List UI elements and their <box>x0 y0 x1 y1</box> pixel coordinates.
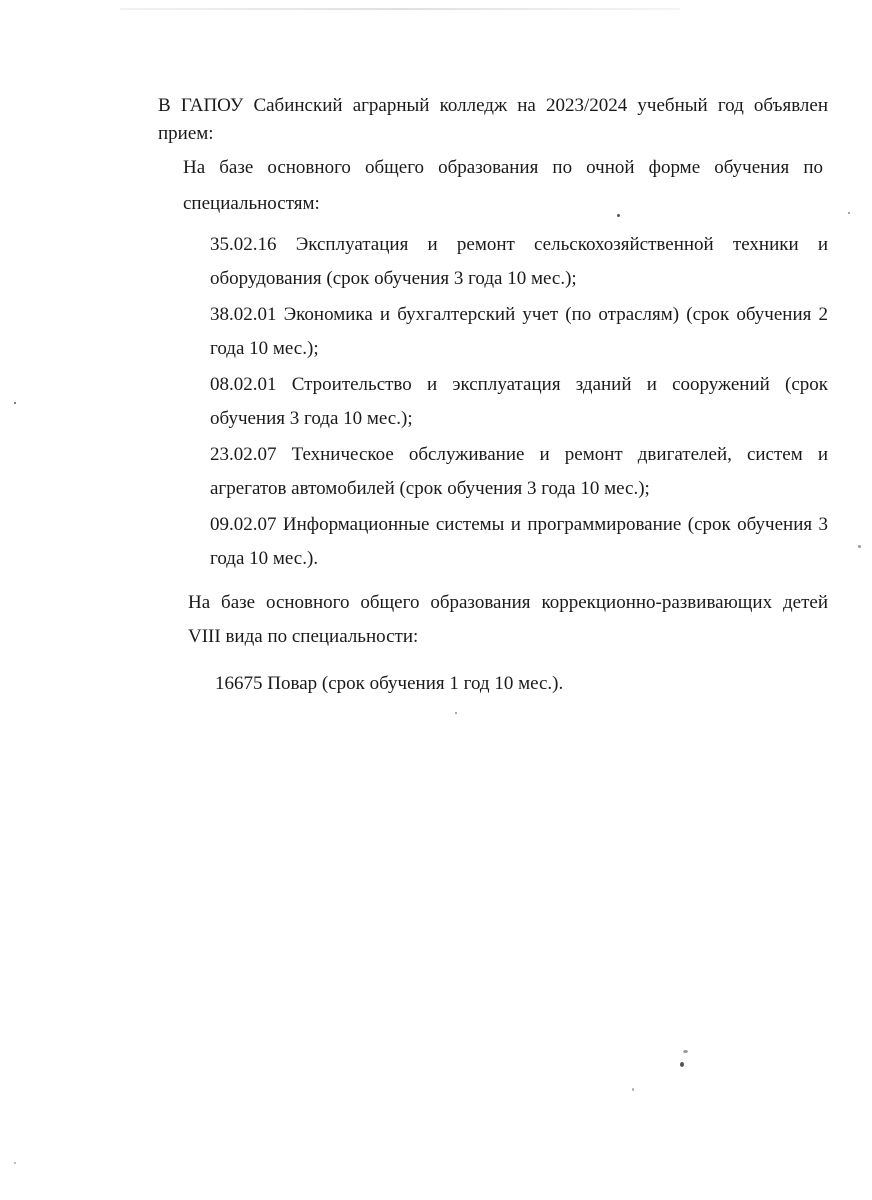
cook-specialty: 16675 Повар (срок обучения 1 год 10 мес.). <box>215 673 564 694</box>
scan-speck <box>455 712 457 714</box>
scan-speck <box>858 545 861 548</box>
scan-speck <box>848 212 850 214</box>
specialties-list <box>210 228 828 578</box>
specialty-item: 38.02.01 Экономика и бухгалтерский учет (по отраслям) (срок обучения 2 года 10 мес.); <box>210 304 828 359</box>
scan-edge-artifact <box>120 8 680 10</box>
scan-speck <box>683 1050 688 1053</box>
correctional-basis-heading: На базе основного общего образования коррекционно-развивающих детей VIII вида по специальности: <box>188 592 828 647</box>
specialty-item: 08.02.01 Строительство и эксплуатация зданий и сооружений (срок обучения 3 года 10 мес.); <box>210 374 828 429</box>
scan-speck <box>617 214 620 217</box>
scan-speck <box>14 1162 16 1164</box>
scan-speck <box>14 402 16 404</box>
specialty-item: 09.02.07 Информационные системы и программирование (срок обучения 3 года 10 мес.). <box>210 514 828 569</box>
intro-paragraph: В ГАПОУ Сабинский аграрный колледж на 2023/2024 учебный год объявлен прием: <box>158 95 828 144</box>
scan-speck <box>632 1088 634 1091</box>
full-time-basis-heading: На базе основного общего образования по очной форме обучения по специальностям: <box>183 157 823 214</box>
specialty-item: 23.02.07 Техническое обслуживание и ремонт двигателей, систем и агрегатов автомобилей (срок обучения 3 года 10 мес.); <box>210 444 828 499</box>
specialty-item: 35.02.16 Эксплуатация и ремонт сельскохозяйственной техники и оборудования (срок обучения 3 года 10 мес.); <box>210 234 828 289</box>
scan-speck <box>680 1062 684 1067</box>
